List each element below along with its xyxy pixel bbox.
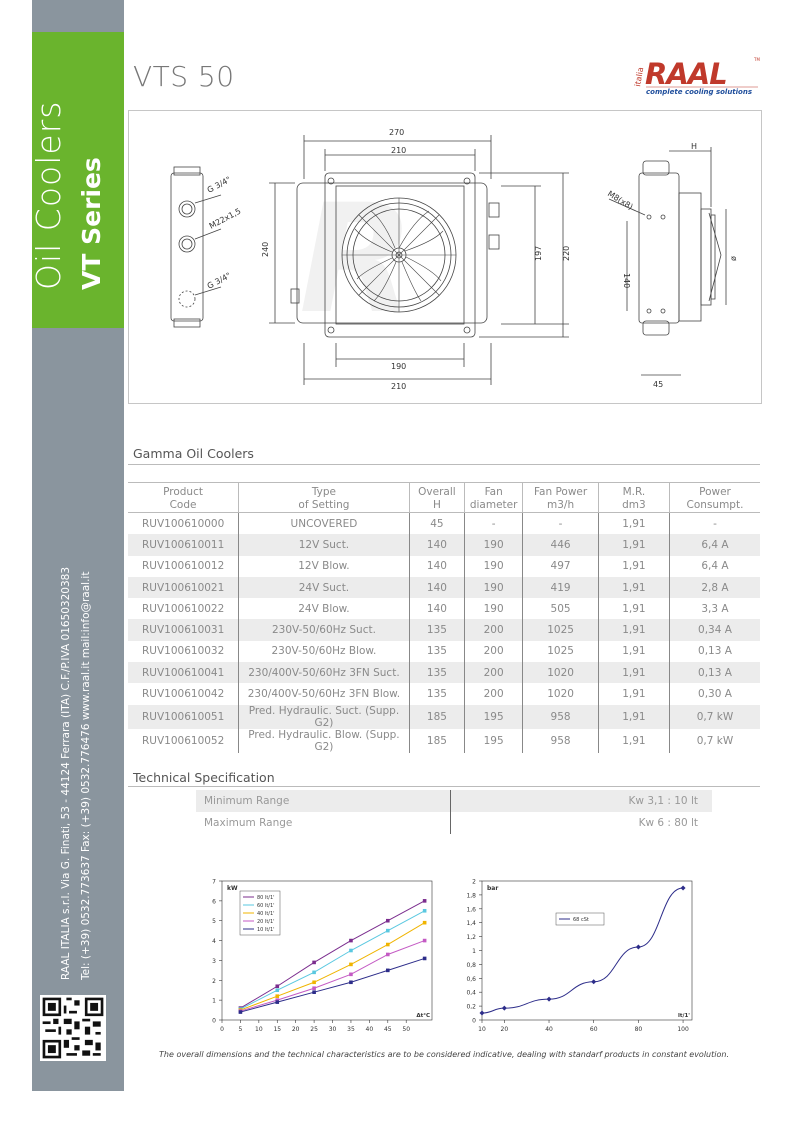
table-cell: 419 bbox=[523, 577, 599, 598]
column-header-line1: Product bbox=[163, 486, 203, 498]
x-tick-label: 80 bbox=[634, 1026, 643, 1033]
column-header-line2: dm3 bbox=[622, 499, 646, 511]
y-axis-label: kW bbox=[227, 885, 238, 892]
technical-drawing-frame bbox=[128, 110, 762, 404]
dim-diameter: ø bbox=[729, 256, 738, 261]
dim-210-top: 210 bbox=[391, 146, 407, 155]
y-tick-label: 1,4 bbox=[466, 920, 476, 928]
table-cell: 200 bbox=[465, 662, 523, 683]
table-cell: 1,91 bbox=[598, 556, 669, 577]
sidebar-title bbox=[29, 40, 125, 290]
column-header-line1: Fan Power bbox=[533, 486, 588, 498]
table-cell: 135 bbox=[409, 683, 464, 704]
data-point bbox=[349, 949, 353, 953]
gamma-title: Gamma Oil Coolers bbox=[133, 446, 254, 461]
table-cell: 140 bbox=[409, 598, 464, 619]
table-cell: 1,91 bbox=[598, 534, 669, 555]
data-point bbox=[312, 990, 316, 994]
column-header bbox=[409, 483, 464, 513]
table-cell: 200 bbox=[465, 619, 523, 640]
table-cell: 12V Suct. bbox=[239, 534, 410, 555]
y-tick-label: 5 bbox=[212, 918, 216, 926]
table-cell: 195 bbox=[465, 729, 523, 753]
table-row bbox=[128, 577, 760, 598]
data-point bbox=[423, 957, 427, 961]
table-row bbox=[128, 683, 760, 704]
port-label-mid: M22x1,5 bbox=[207, 206, 243, 231]
svg-text:RAAL: RAAL bbox=[645, 57, 727, 91]
table-cell: RUV100610031 bbox=[128, 619, 239, 640]
x-tick-label: 10 bbox=[478, 1026, 486, 1033]
column-header bbox=[598, 483, 669, 513]
qr-code-icon bbox=[40, 995, 106, 1061]
table-cell: - bbox=[523, 513, 599, 535]
x-tick-label: 20 bbox=[291, 1026, 300, 1033]
dim-190: 190 bbox=[391, 362, 407, 371]
y-tick-label: 0 bbox=[212, 1017, 216, 1025]
data-point bbox=[312, 961, 316, 965]
dim-H: H bbox=[691, 142, 698, 151]
y-tick-label: 4 bbox=[212, 938, 216, 946]
watermark-mark: R bbox=[299, 173, 415, 347]
data-point bbox=[349, 939, 353, 943]
table-cell: Pred. Hydraulic. Suct. (Supp. G2) bbox=[239, 705, 410, 729]
table-cell: 230V-50/60Hz Blow. bbox=[239, 641, 410, 662]
table-cell: 1,91 bbox=[598, 619, 669, 640]
column-header bbox=[523, 483, 599, 513]
table-cell: RUV100610051 bbox=[128, 705, 239, 729]
table-header-row bbox=[128, 483, 760, 513]
pressure-drop-chart bbox=[452, 875, 702, 1037]
x-tick-label: 60 bbox=[589, 1026, 598, 1033]
x-tick-label: 40 bbox=[365, 1026, 374, 1033]
column-header-line1: Type bbox=[311, 486, 336, 498]
dim-45: 45 bbox=[653, 380, 664, 389]
y-tick-label: 6 bbox=[212, 898, 216, 906]
x-tick-label: 40 bbox=[545, 1026, 553, 1033]
table-row bbox=[128, 705, 760, 729]
column-header-line2: H bbox=[432, 499, 441, 511]
y-tick-label: 0,6 bbox=[466, 975, 476, 983]
page-title: VTS 50 bbox=[133, 60, 235, 93]
x-tick-label: 10 bbox=[255, 1026, 263, 1033]
data-point bbox=[275, 1000, 279, 1004]
y-tick-label: 1 bbox=[212, 997, 216, 1005]
tech-spec-table bbox=[196, 790, 712, 834]
x-tick-label: 35 bbox=[347, 1026, 355, 1033]
table-cell: - bbox=[669, 513, 760, 535]
dim-197: 197 bbox=[534, 245, 543, 261]
table-cell: 1,91 bbox=[598, 577, 669, 598]
gamma-rule bbox=[128, 464, 760, 465]
table-cell: 6,4 A bbox=[669, 534, 760, 555]
table-cell: 230V-50/60Hz Suct. bbox=[239, 619, 410, 640]
sidebar-contact bbox=[56, 560, 96, 980]
tech-title: Technical Specification bbox=[133, 770, 275, 785]
x-tick-label: 100 bbox=[677, 1026, 689, 1033]
table-cell: 140 bbox=[409, 534, 464, 555]
column-header-line1: Power bbox=[699, 486, 731, 498]
x-tick-label: 45 bbox=[383, 1026, 392, 1033]
table-cell: 958 bbox=[523, 729, 599, 753]
table-cell: 135 bbox=[409, 641, 464, 662]
table-cell: 190 bbox=[465, 534, 523, 555]
data-point bbox=[423, 939, 427, 943]
y-axis-label: bar bbox=[487, 885, 499, 892]
column-header bbox=[669, 483, 760, 513]
table-cell: 190 bbox=[465, 556, 523, 577]
tech-row-max bbox=[196, 812, 712, 834]
dim-270: 270 bbox=[389, 128, 405, 137]
data-point bbox=[386, 943, 390, 947]
y-tick-label: 3 bbox=[212, 957, 216, 965]
data-point bbox=[275, 994, 279, 998]
data-point bbox=[349, 973, 353, 977]
table-cell: 1,91 bbox=[598, 683, 669, 704]
contact-phone: Tel: (+39) 0532.773637 Fax: (+39) 0532.776476 www.raal.it mail:info@raal.it bbox=[80, 571, 92, 980]
heat-dissipation-chart bbox=[200, 875, 445, 1037]
legend-label: 68 cSt bbox=[573, 917, 589, 923]
table-cell: 185 bbox=[409, 705, 464, 729]
table-cell: 505 bbox=[523, 598, 599, 619]
column-header-line1: Fan bbox=[484, 486, 503, 498]
column-header bbox=[128, 483, 239, 513]
data-point bbox=[275, 988, 279, 992]
table-cell: 1,91 bbox=[598, 598, 669, 619]
table-cell: 1025 bbox=[523, 641, 599, 662]
min-range-value: Kw 3,1 : 10 lt bbox=[628, 795, 698, 807]
table-cell: 0,7 kW bbox=[669, 729, 760, 753]
data-point bbox=[312, 980, 316, 984]
x-tick-label: 50 bbox=[402, 1026, 411, 1033]
y-tick-label: 0,4 bbox=[466, 989, 476, 997]
tech-divider bbox=[450, 812, 451, 834]
data-point bbox=[349, 980, 353, 984]
data-point bbox=[423, 921, 427, 925]
table-cell: RUV100610022 bbox=[142, 602, 225, 615]
x-tick-label: 0 bbox=[220, 1026, 224, 1033]
x-axis-label: lt/1' bbox=[677, 1013, 690, 1019]
table-cell: 45 bbox=[409, 513, 464, 535]
legend-label: 60 lt/1' bbox=[257, 903, 275, 909]
legend-label: 80 lt/1' bbox=[257, 895, 275, 901]
dim-240: 240 bbox=[261, 241, 270, 257]
x-tick-label: 25 bbox=[310, 1026, 318, 1033]
table-cell: 135 bbox=[409, 662, 464, 683]
min-range-label: Minimum Range bbox=[204, 795, 290, 807]
data-point bbox=[312, 986, 316, 990]
data-point bbox=[386, 919, 390, 923]
column-header-line2: Code bbox=[169, 499, 197, 511]
table-cell: 12V Blow. bbox=[239, 556, 410, 577]
table-cell: 1,91 bbox=[598, 729, 669, 753]
table-cell: 1,91 bbox=[598, 705, 669, 729]
column-header-line1: Overall bbox=[418, 486, 456, 498]
y-tick-label: 2 bbox=[472, 878, 476, 886]
table-cell: 190 bbox=[465, 598, 523, 619]
table-row bbox=[128, 513, 760, 535]
x-tick-label: 5 bbox=[238, 1026, 243, 1033]
y-tick-label: 1,2 bbox=[466, 934, 476, 942]
table-row bbox=[128, 598, 760, 619]
table-cell: 195 bbox=[465, 705, 523, 729]
table-cell: RUV100610021 bbox=[128, 577, 239, 598]
dim-220: 220 bbox=[562, 245, 571, 261]
table-row bbox=[128, 556, 760, 577]
legend-label: 40 lt/1' bbox=[257, 911, 275, 917]
column-header-line2: of Setting bbox=[298, 499, 350, 511]
max-range-value: Kw 6 : 80 lt bbox=[638, 817, 698, 829]
y-tick-label: 1 bbox=[472, 948, 476, 955]
table-cell: 190 bbox=[465, 577, 523, 598]
y-tick-label: 1,8 bbox=[466, 892, 476, 900]
data-point bbox=[239, 1010, 243, 1014]
svg-text:TM: TM bbox=[754, 57, 760, 62]
column-header-line2: m3/h bbox=[547, 499, 575, 511]
column-header-line2: Consumpt. bbox=[686, 499, 744, 511]
y-tick-label: 2 bbox=[212, 977, 216, 985]
table-cell: 230/400V-50/60Hz 3FN Suct. bbox=[239, 662, 410, 683]
table-row bbox=[128, 534, 760, 555]
data-point bbox=[349, 963, 353, 967]
table-cell: 0,30 A bbox=[669, 683, 760, 704]
dim-140: 140 bbox=[622, 273, 631, 289]
x-tick-label: 15 bbox=[273, 1026, 282, 1033]
table-cell: RUV100610012 bbox=[142, 560, 225, 573]
dim-210-bottom: 210 bbox=[391, 382, 407, 391]
column-header bbox=[239, 483, 410, 513]
table-cell: 0,7 kW bbox=[669, 705, 760, 729]
table-cell: 1025 bbox=[523, 619, 599, 640]
svg-text:italia: italia bbox=[633, 66, 646, 88]
table-cell: 2,8 A bbox=[669, 577, 760, 598]
legend-label: 20 lt/1' bbox=[257, 919, 275, 925]
table-row bbox=[128, 729, 760, 753]
data-point bbox=[386, 969, 390, 973]
y-tick-label: 0,2 bbox=[466, 1003, 476, 1011]
tech-row-min bbox=[196, 790, 712, 812]
gamma-table bbox=[128, 482, 760, 753]
table-cell: UNCOVERED bbox=[239, 513, 410, 535]
table-cell: 1,91 bbox=[598, 662, 669, 683]
port-label-bottom: G 3/4" bbox=[205, 270, 233, 291]
x-axis-label: Δt°C bbox=[416, 1013, 430, 1019]
plot-area bbox=[482, 881, 692, 1020]
right-side-view bbox=[609, 147, 726, 375]
table-cell: 1,91 bbox=[598, 513, 669, 535]
table-body bbox=[128, 513, 760, 753]
table-cell: RUV100610041 bbox=[128, 662, 239, 683]
dim-m8: M8(x8) bbox=[605, 189, 635, 212]
legend-label: 10 lt/1' bbox=[257, 927, 275, 933]
data-point bbox=[423, 909, 427, 913]
table-cell: 140 bbox=[409, 556, 464, 577]
technical-drawing bbox=[129, 111, 761, 403]
max-range-label: Maximum Range bbox=[204, 817, 293, 829]
column-header-line2: diameter bbox=[469, 499, 518, 511]
tech-divider bbox=[450, 790, 451, 812]
table-cell: 446 bbox=[523, 534, 599, 555]
table-cell: 0,13 A bbox=[669, 641, 760, 662]
table-cell: RUV100610000 bbox=[128, 513, 239, 535]
table-row bbox=[128, 662, 760, 683]
table-cell: 200 bbox=[465, 641, 523, 662]
table-cell: RUV100610011 bbox=[128, 534, 239, 555]
port-label-top: G 3/4" bbox=[205, 174, 233, 195]
contact-address: RAAL ITALIA s.r.l. Via G. Finati, 53 - 44124 Ferrara (ITA) C.F./P.IVA 01650320383 bbox=[60, 566, 72, 980]
y-tick-label: 7 bbox=[212, 878, 216, 886]
table-cell: 497 bbox=[523, 556, 599, 577]
table-cell: 1020 bbox=[523, 662, 599, 683]
sidebar-series: VT Series bbox=[77, 157, 106, 290]
table-cell: RUV100610032 bbox=[142, 645, 225, 658]
svg-text:complete cooling solutions: complete cooling solutions bbox=[646, 88, 753, 96]
raal-logo bbox=[626, 52, 762, 98]
column-header bbox=[465, 483, 523, 513]
data-point bbox=[386, 953, 390, 957]
x-tick-label: 20 bbox=[500, 1026, 509, 1033]
table-cell: 230/400V-50/60Hz 3FN Blow. bbox=[239, 683, 410, 704]
table-cell: 135 bbox=[409, 619, 464, 640]
table-cell: 0,13 A bbox=[669, 662, 760, 683]
data-point bbox=[386, 929, 390, 933]
disclaimer-note: The overall dimensions and the technical characteristics are to be considered indicative, dealing with standarf products in constant evolution. bbox=[159, 1050, 729, 1059]
table-cell: 24V Blow. bbox=[239, 598, 410, 619]
table-cell: 24V Suct. bbox=[239, 577, 410, 598]
table-cell: 1,91 bbox=[598, 641, 669, 662]
y-tick-label: 1,6 bbox=[466, 906, 476, 914]
x-tick-label: 30 bbox=[328, 1026, 337, 1033]
table-cell: RUV100610042 bbox=[142, 688, 225, 701]
data-point bbox=[275, 984, 279, 988]
y-tick-label: 0 bbox=[472, 1017, 476, 1025]
table-row bbox=[128, 619, 760, 640]
y-tick-label: 0,8 bbox=[466, 961, 476, 969]
table-cell: 185 bbox=[409, 729, 464, 753]
table-cell: Pred. Hydraulic. Blow. (Supp. G2) bbox=[239, 729, 410, 753]
table-cell: 200 bbox=[465, 683, 523, 704]
data-point bbox=[312, 971, 316, 975]
table-row bbox=[128, 641, 760, 662]
table-cell: 3,3 A bbox=[669, 598, 760, 619]
sidebar-product-family: Oil Coolers bbox=[29, 100, 68, 290]
table-cell: 0,34 A bbox=[669, 619, 760, 640]
table-cell: 958 bbox=[523, 705, 599, 729]
table-cell: 1020 bbox=[523, 683, 599, 704]
tech-rule bbox=[128, 786, 760, 787]
table-cell: 140 bbox=[409, 577, 464, 598]
table-cell: 6,4 A bbox=[669, 556, 760, 577]
data-point bbox=[423, 899, 427, 903]
column-header-line1: M.R. bbox=[622, 486, 646, 498]
table-cell: - bbox=[465, 513, 523, 535]
table-cell: RUV100610052 bbox=[142, 734, 225, 747]
